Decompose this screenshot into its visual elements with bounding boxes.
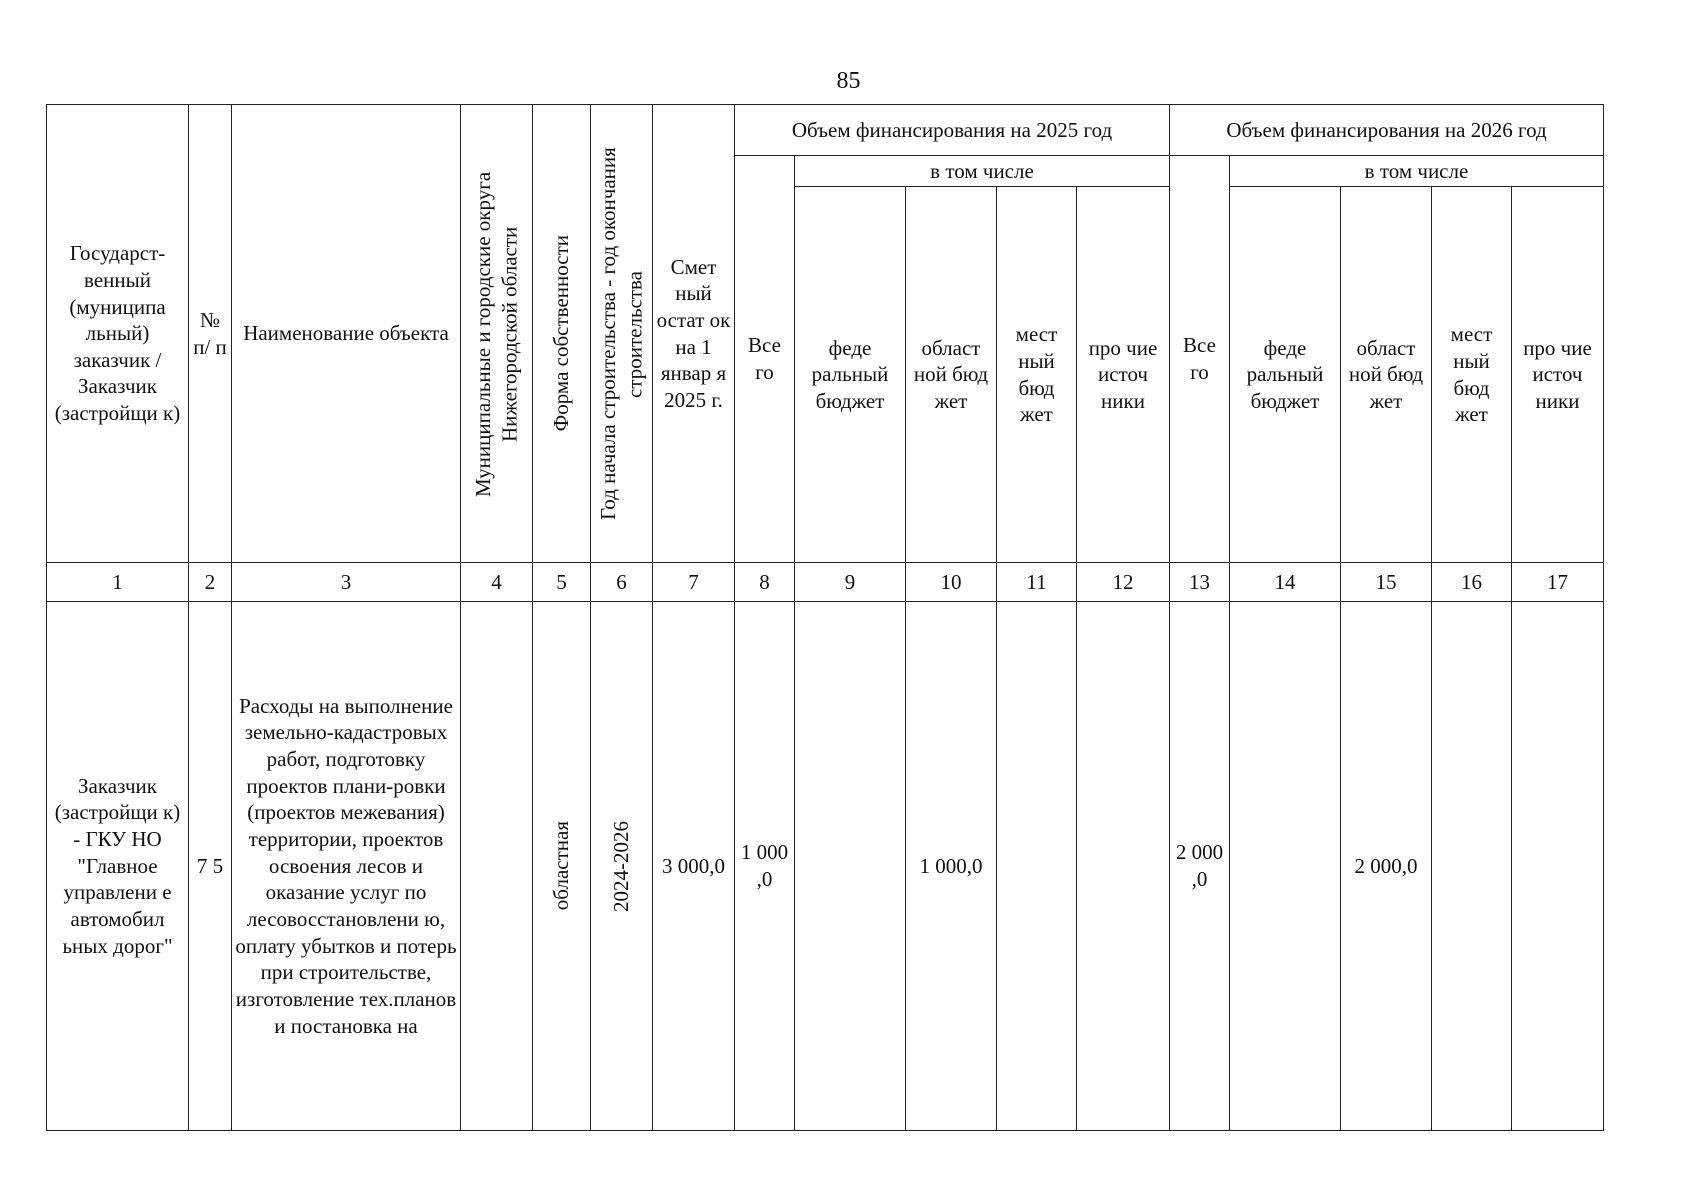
- column-number: 3: [232, 563, 461, 602]
- column-number: 16: [1432, 563, 1512, 602]
- header-local-2025: мест ный бюд жет: [997, 187, 1077, 563]
- header-federal-2025: феде ральный бюджет: [795, 187, 906, 563]
- object-name-cell: Расходы на выполнение земельно-кадастровых работ, подготовку проектов плани-ровки (проектов межевания) территории, проектов освоения лесов и оказание услуг по лесовосстановлени ю, оплату убытков и потерь при строительстве, изготовление тех.планов и постановка на: [232, 602, 461, 1131]
- financing-table: [46, 104, 1604, 1131]
- other-2025-cell: [1077, 602, 1170, 1131]
- municipality-cell: [461, 602, 533, 1131]
- local-2026-cell: [1432, 602, 1512, 1131]
- local-2025-cell: [997, 602, 1077, 1131]
- federal-2025-cell: [795, 602, 906, 1131]
- estimate-remainder-cell: 3 000,0: [653, 602, 735, 1131]
- column-number: 1: [47, 563, 189, 602]
- regional-2025-cell: 1 000,0: [906, 602, 997, 1131]
- column-number: 4: [461, 563, 533, 602]
- column-number: 13: [1170, 563, 1230, 602]
- table-row: [47, 602, 1604, 1131]
- column-number: 12: [1077, 563, 1170, 602]
- header-municipality: Муниципальные и городские округа Нижегородской области: [461, 105, 533, 563]
- header-estimate-remainder: Смет ный остат ок на 1 январ я 2025 г.: [653, 105, 735, 563]
- header-ownership: Форма собственности: [533, 105, 591, 563]
- customer-cell: Заказчик (застройщи к) - ГКУ НО "Главное управлени е автомобил ьных дорог": [47, 602, 189, 1131]
- column-number: 8: [735, 563, 795, 602]
- column-number: 5: [533, 563, 591, 602]
- header-funding-2025: Объем финансирования на 2025 год: [735, 105, 1170, 156]
- header-other-2025: про чие источ ники: [1077, 187, 1170, 563]
- column-number: 10: [906, 563, 997, 602]
- column-number-row: [47, 563, 1604, 602]
- column-number: 17: [1512, 563, 1604, 602]
- header-including-2026: в том числе: [1230, 156, 1604, 187]
- column-number: 6: [591, 563, 653, 602]
- column-number: 7: [653, 563, 735, 602]
- header-including-2025: в том числе: [795, 156, 1170, 187]
- page-number: 85: [836, 68, 861, 94]
- header-local-2026: мест ный бюд жет: [1432, 187, 1512, 563]
- header-total-2025: Все го: [735, 156, 795, 563]
- regional-2026-cell: 2 000,0: [1341, 602, 1432, 1131]
- header-regional-2025: област ной бюд жет: [906, 187, 997, 563]
- column-number: 2: [189, 563, 232, 602]
- row-number-cell: 7 5: [189, 602, 232, 1131]
- total-2026-cell: 2 000 ,0: [1170, 602, 1230, 1131]
- header-other-2026: про чие источ ники: [1512, 187, 1604, 563]
- ownership-cell: областная: [533, 602, 591, 1131]
- column-number: 14: [1230, 563, 1341, 602]
- total-2025-cell: 1 000 ,0: [735, 602, 795, 1131]
- header-total-2026: Все го: [1170, 156, 1230, 563]
- header-funding-2026: Объем финансирования на 2026 год: [1170, 105, 1604, 156]
- federal-2026-cell: [1230, 602, 1341, 1131]
- years-cell: 2024-2026: [591, 602, 653, 1131]
- column-number: 9: [795, 563, 906, 602]
- column-number: 15: [1341, 563, 1432, 602]
- other-2026-cell: [1512, 602, 1604, 1131]
- header-regional-2026: област ной бюд жет: [1341, 187, 1432, 563]
- header-years: Год начала строительства - год окончания строительства: [591, 105, 653, 563]
- column-number: 11: [997, 563, 1077, 602]
- header-number: № п/ п: [189, 105, 232, 563]
- header-object-name: Наименование объекта: [232, 105, 461, 563]
- header-federal-2026: феде ральный бюджет: [1230, 187, 1341, 563]
- header-customer: Государст-венный (муниципа льный) заказчик / Заказчик (застройщи к): [47, 105, 189, 563]
